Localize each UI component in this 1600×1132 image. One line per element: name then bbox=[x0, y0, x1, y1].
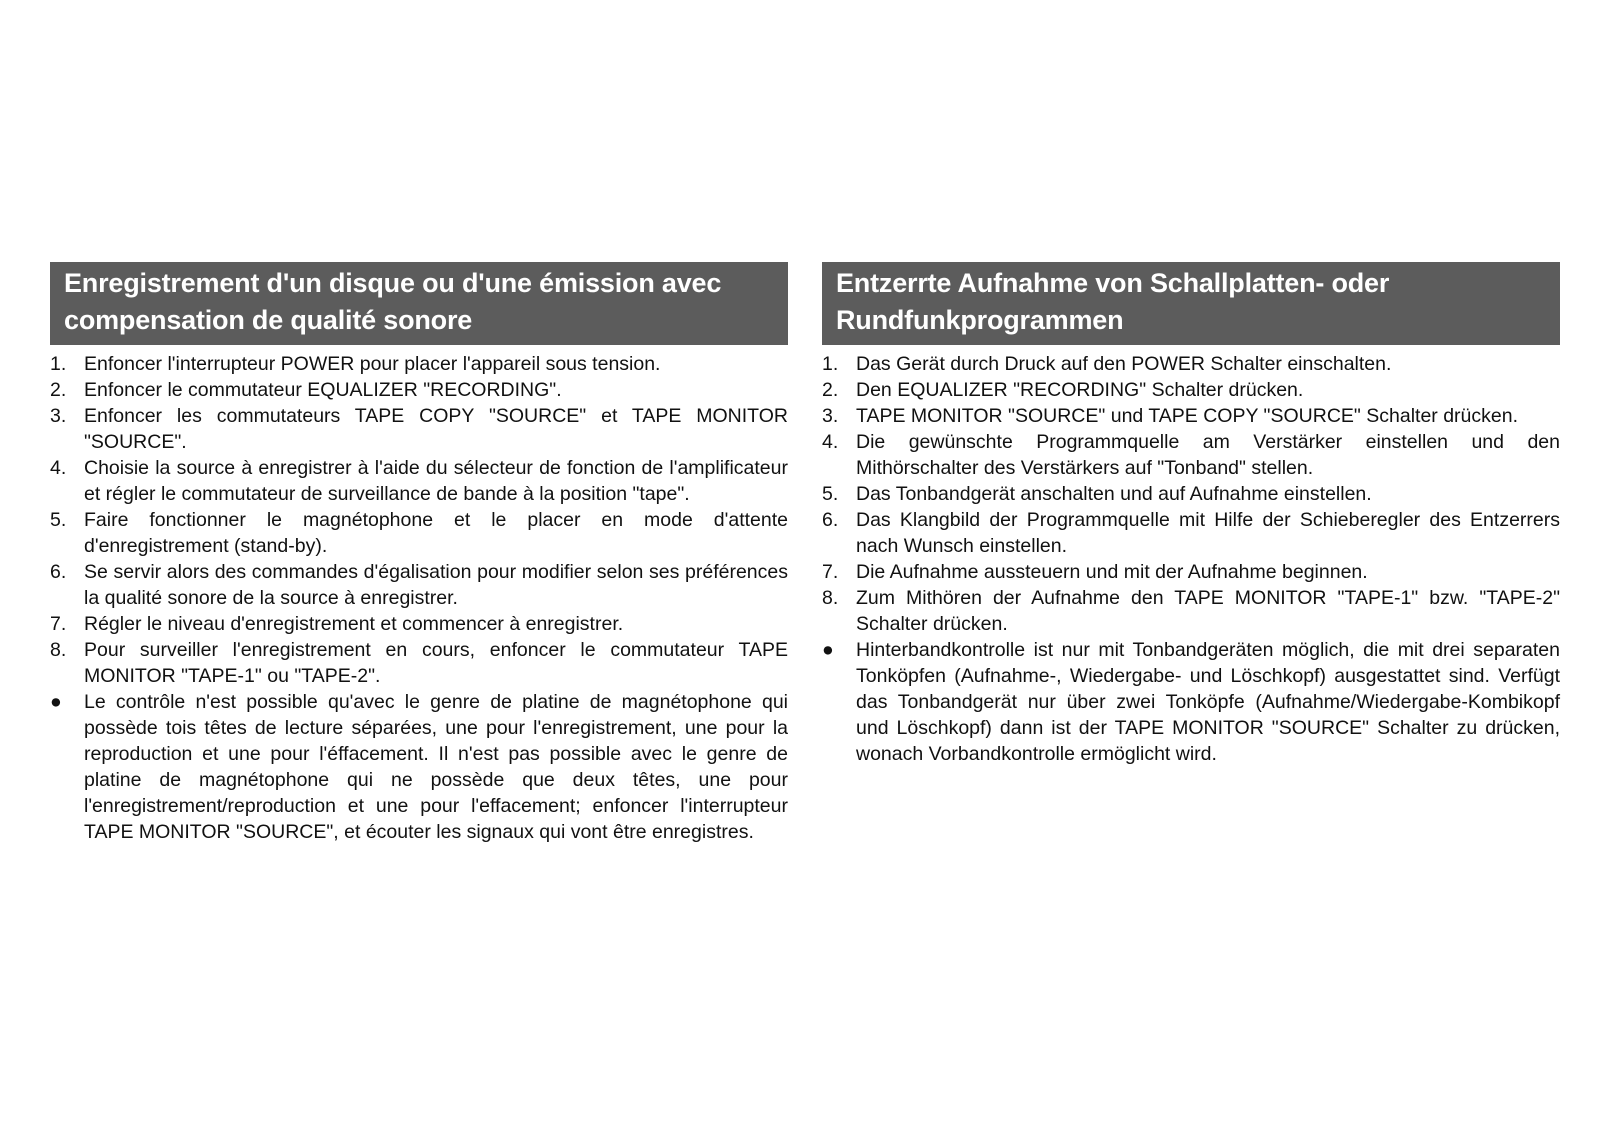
step-text: Den EQUALIZER "RECORDING" Schalter drücken. bbox=[856, 379, 1304, 401]
step-text: Se servir alors des commandes d'égalisation pour modifier selon ses préférences la qualité sonore de la source à enregistrer. bbox=[84, 561, 788, 609]
bullet-marker: ● bbox=[822, 639, 834, 661]
german-step-3 bbox=[822, 403, 1560, 429]
french-step-1 bbox=[50, 351, 788, 377]
step-text: Enfoncer le commutateur EQUALIZER "RECORDING". bbox=[84, 379, 562, 401]
french-steps-list bbox=[50, 351, 788, 845]
french-column bbox=[50, 262, 788, 845]
step-marker: 6. bbox=[50, 561, 67, 583]
french-step-3 bbox=[50, 403, 788, 455]
german-step-8 bbox=[822, 585, 1560, 637]
step-marker: 2. bbox=[822, 379, 839, 401]
french-section-title: Enregistrement d'un disque ou d'une émission avec compensation de qualité sonore bbox=[50, 262, 788, 345]
german-step-5 bbox=[822, 481, 1560, 507]
step-marker: 4. bbox=[822, 431, 839, 453]
german-note bbox=[822, 637, 1560, 767]
step-marker: 1. bbox=[822, 353, 839, 375]
note-text: Le contrôle n'est possible qu'avec le genre de platine de magnétophone qui possède tois têtes de lecture séparées, une pour l'enregistrement, une pour la reproduction et une pour l'éffacement. Il n'est pas possible avec le genre de platine de magnétophone qui ne possède que deux têtes, une pour l'enregistrement/reproduction et une pour l'effacement; enfoncer l'interrupteur TAPE MONITOR "SOURCE", et écouter les signaux qui vont être enregistres. bbox=[84, 691, 788, 843]
step-text: Das Tonbandgerät anschalten und auf Aufnahme einstellen. bbox=[856, 483, 1372, 505]
french-note bbox=[50, 689, 788, 845]
step-marker: 4. bbox=[50, 457, 67, 479]
step-text: Das Klangbild der Programmquelle mit Hilfe der Schieberegler des Entzerrers nach Wunsch einstellen. bbox=[856, 509, 1560, 557]
step-marker: 1. bbox=[50, 353, 67, 375]
step-marker: 2. bbox=[50, 379, 67, 401]
step-text: Die Aufnahme aussteuern und mit der Aufnahme beginnen. bbox=[856, 561, 1368, 583]
german-step-1 bbox=[822, 351, 1560, 377]
bullet-marker: ● bbox=[50, 691, 62, 713]
french-step-2 bbox=[50, 377, 788, 403]
french-step-8 bbox=[50, 637, 788, 689]
step-marker: 3. bbox=[822, 405, 839, 427]
french-step-6 bbox=[50, 559, 788, 611]
step-text: Die gewünschte Programmquelle am Verstärker einstellen und den Mithörschalter des Verstärkers auf "Tonband" stellen. bbox=[856, 431, 1560, 479]
french-step-5 bbox=[50, 507, 788, 559]
step-text: Zum Mithören der Aufnahme den TAPE MONITOR "TAPE-1" bzw. "TAPE-2" Schalter drücken. bbox=[856, 587, 1560, 635]
german-step-7 bbox=[822, 559, 1560, 585]
step-text: Faire fonctionner le magnétophone et le placer en mode d'attente d'enregistrement (stand-by). bbox=[84, 509, 788, 557]
note-text: Hinterbandkontrolle ist nur mit Tonbandgeräten möglich, die mit drei separaten Tonköpfen (Aufnahme-, Wiedergabe- und Löschkopf) ausgestattet sind. Verfügt das Tonbandgerät nur über zwei Tonköpfe (Aufnahme/Wiedergabe-Kombikopf und Löschkopf) dann ist der TAPE MONITOR "SOURCE" Schalter zu drücken, wonach Vorbandkontrolle ermöglicht wird. bbox=[856, 639, 1560, 765]
step-text: Choisie la source à enregistrer à l'aide du sélecteur de fonction de l'amplificateur et régler le commutateur de surveillance de bande à la position "tape". bbox=[84, 457, 788, 505]
german-column bbox=[822, 262, 1560, 767]
german-section-title: Entzerrte Aufnahme von Schallplatten- oder Rundfunkprogrammen bbox=[822, 262, 1560, 345]
step-text: Régler le niveau d'enregistrement et commencer à enregistrer. bbox=[84, 613, 624, 635]
step-text: Das Gerät durch Druck auf den POWER Schalter einschalten. bbox=[856, 353, 1392, 375]
step-marker: 5. bbox=[50, 509, 67, 531]
step-marker: 6. bbox=[822, 509, 839, 531]
step-text: Pour surveiller l'enregistrement en cours, enfoncer le commutateur TAPE MONITOR "TAPE-1" ou "TAPE-2". bbox=[84, 639, 788, 687]
step-marker: 3. bbox=[50, 405, 67, 427]
german-step-2 bbox=[822, 377, 1560, 403]
german-step-4 bbox=[822, 429, 1560, 481]
german-step-6 bbox=[822, 507, 1560, 559]
step-marker: 7. bbox=[50, 613, 67, 635]
step-text: Enfoncer les commutateurs TAPE COPY "SOURCE" et TAPE MONITOR "SOURCE". bbox=[84, 405, 788, 453]
step-marker: 7. bbox=[822, 561, 839, 583]
step-marker: 5. bbox=[822, 483, 839, 505]
french-step-4 bbox=[50, 455, 788, 507]
german-steps-list bbox=[822, 351, 1560, 767]
french-step-7 bbox=[50, 611, 788, 637]
step-marker: 8. bbox=[50, 639, 67, 661]
step-text: TAPE MONITOR "SOURCE" und TAPE COPY "SOURCE" Schalter drücken. bbox=[856, 405, 1518, 427]
step-marker: 8. bbox=[822, 587, 839, 609]
step-text: Enfoncer l'interrupteur POWER pour placer l'appareil sous tension. bbox=[84, 353, 661, 375]
